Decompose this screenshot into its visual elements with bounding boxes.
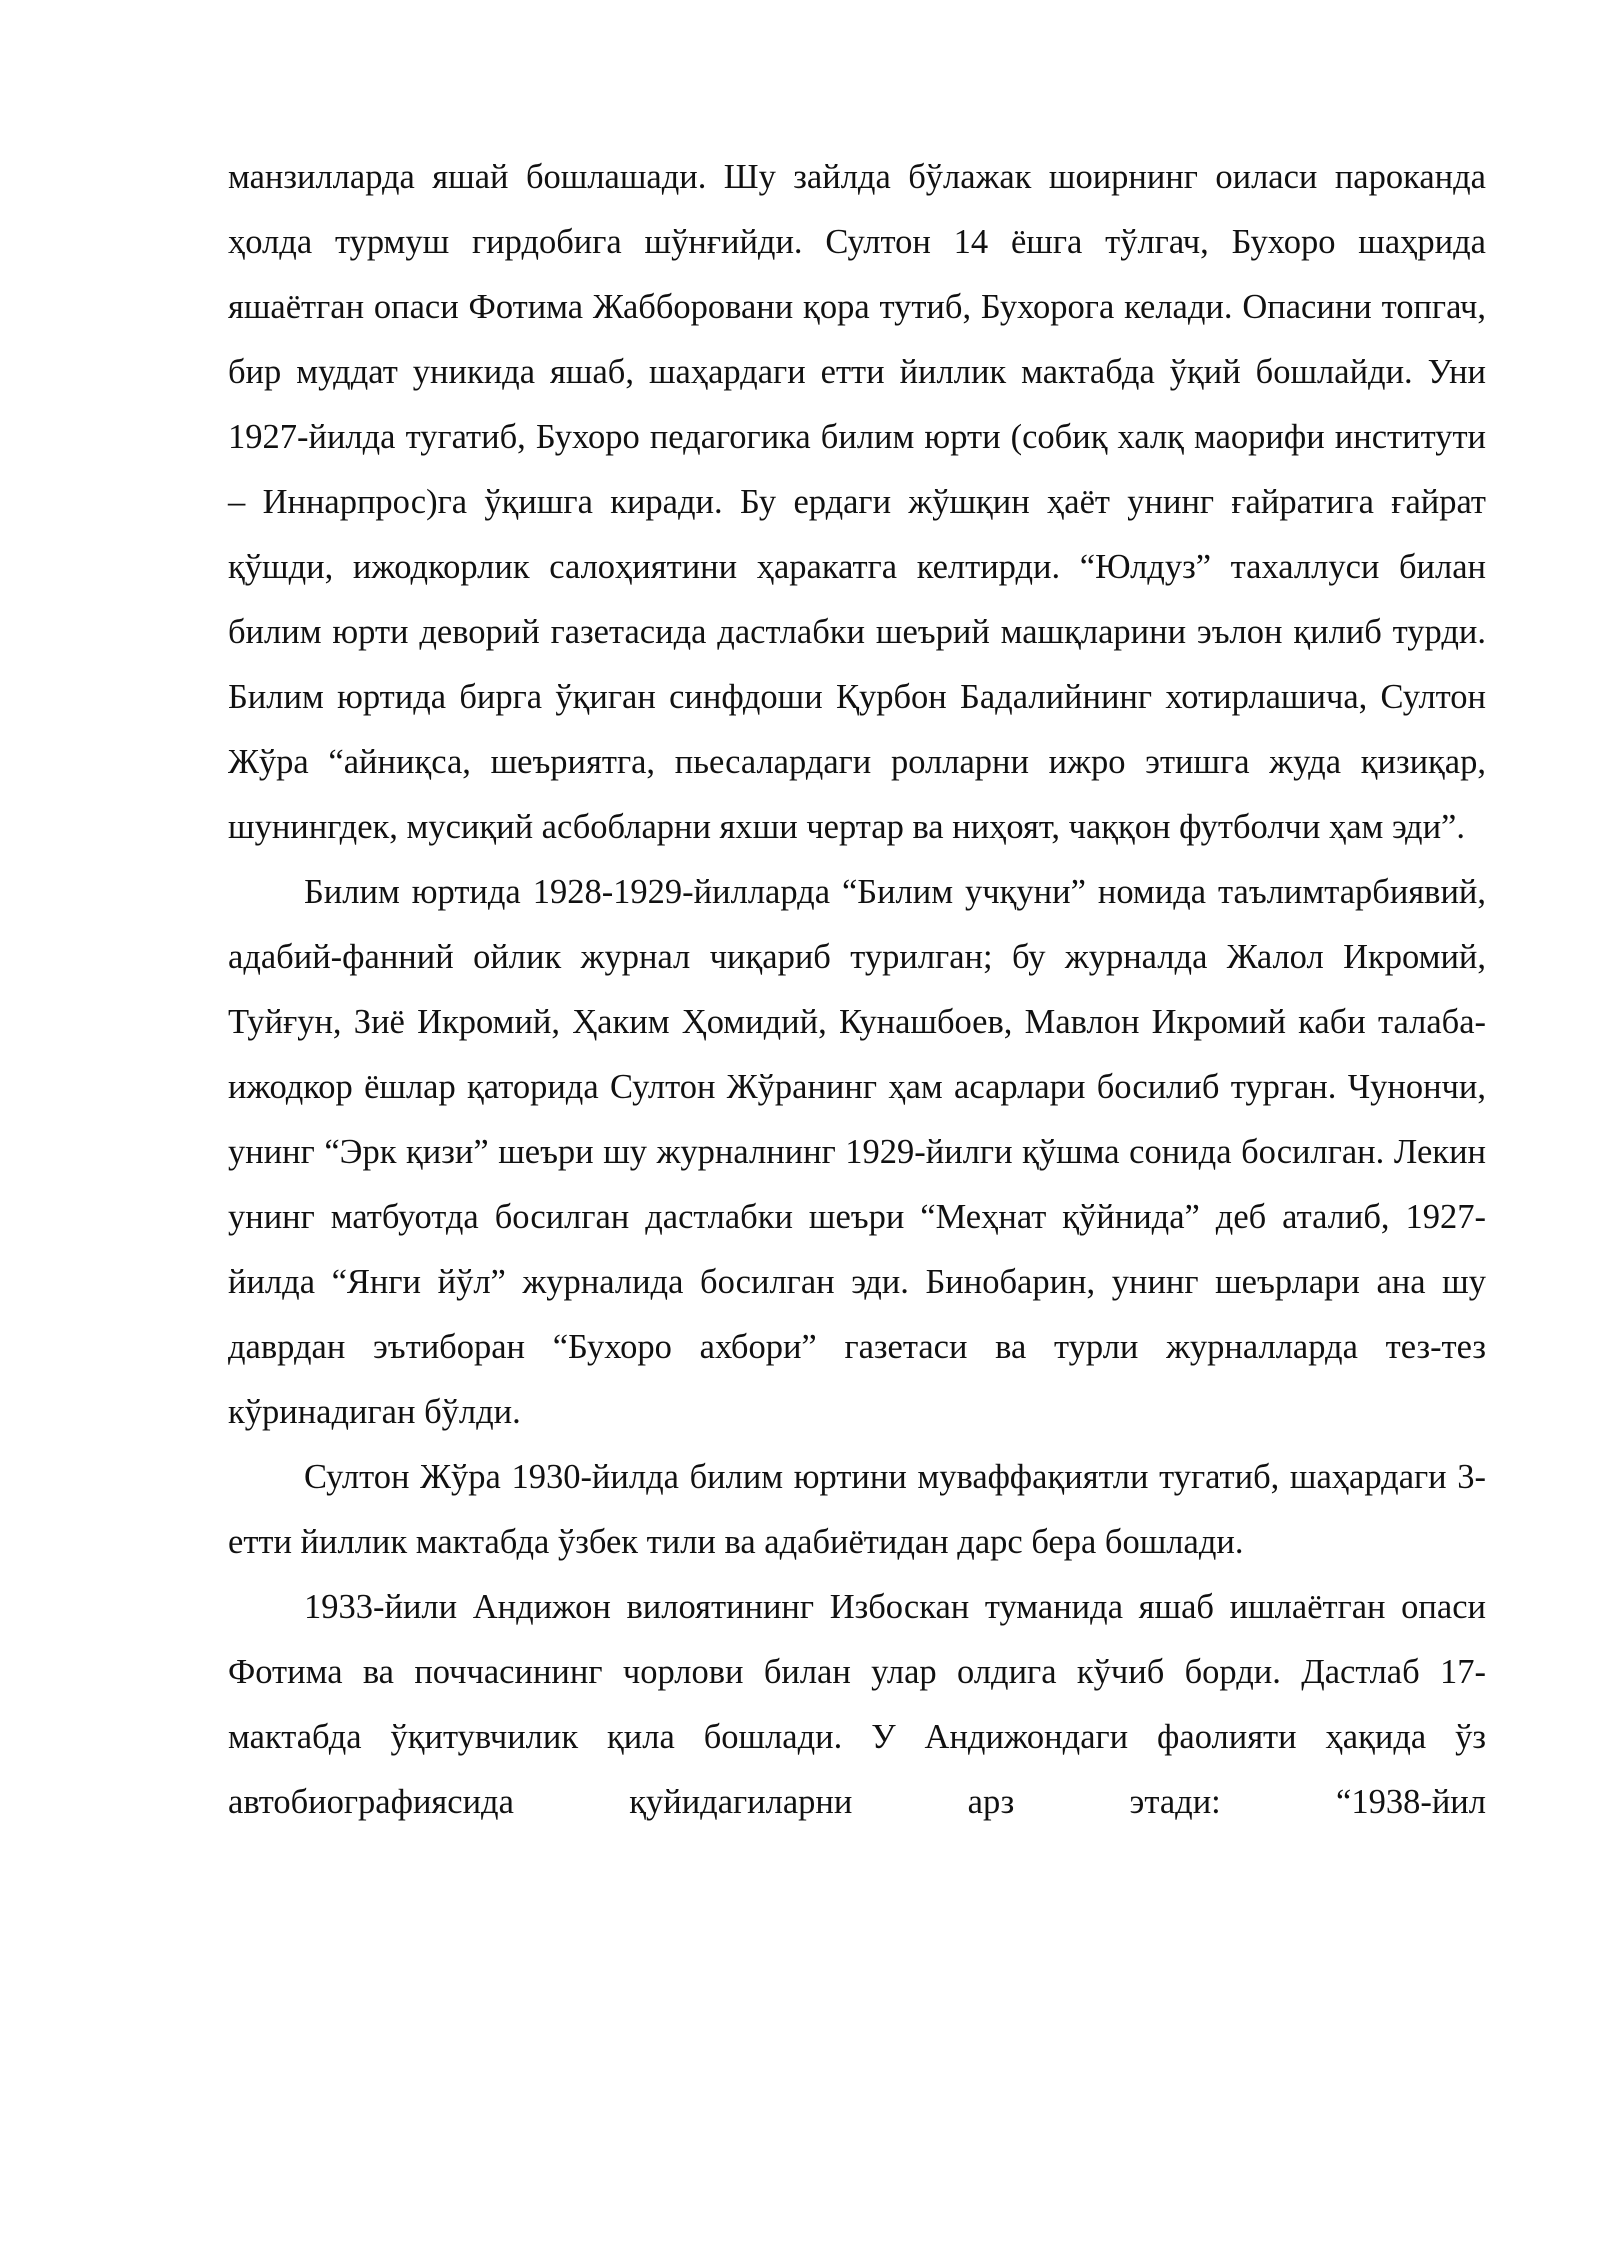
paragraph-3: Султон Жўра 1930-йилда билим юртини муваффақиятли тугатиб, шаҳардаги 3-етти йиллик мактабда ўзбек тили ва адабиётидан дарс бера бошлади. xyxy=(228,1458,1486,1561)
body-text xyxy=(228,145,1486,1835)
paragraph-4: 1933-йили Андижон вилоятининг Избоскан туманида яшаб ишлаётган опаси Фотима ва поччасининг чорлови билан улар олдига кўчиб борди. Дастлаб 17-мактабда ўқитувчилик қила бошлади. У Андижондаги фаолияти ҳақида ўз автобиографиясида қуйидагиларни арз этади: “1938-йил xyxy=(228,1588,1486,1821)
paragraph-2: Билим юртида 1928-1929-йилларда “Билим учқуни” номида таълимтарбиявий, адабий-фанний ойлик журнал чиқариб турилган; бу журналда Жалол Икромий, Туйғун, Зиё Икромий, Ҳаким Ҳомидий, Кунашбоев, Мавлон Икромий каби талаба-ижодкор ёшлар қаторида Султон Жўранинг ҳам асарлари босилиб турган. Чунончи, унинг “Эрк қизи” шеъри шу журналнинг 1929-йилги қўшма сонида босилган. Лекин унинг матбуотда босилган дастлабки шеъри “Меҳнат қўйнида” деб аталиб, 1927- йилда “Янги йўл” журналида босилган эди. Бинобарин, унинг шеърлари ана шу даврдан эътиборан “Бухоро ахбори” газетаси ва турли журналларда тез-тез кўринадиган бўлди. xyxy=(228,873,1486,1431)
paragraph-1: манзилларда яшай бошлашади. Шу зайлда бўлажак шоирнинг оиласи пароканда ҳолда турмуш гирдобига шўнғийди. Султон 14 ёшга тўлгач, Бухоро шаҳрида яшаётган опаси Фотима Жабборовани қора тутиб, Бухорога келади. Опасини топгач, бир муддат уникида яшаб, шаҳардаги етти йиллик мактабда ўқий бошлайди. Уни 1927-йилда тугатиб, Бухоро педагогика билим юрти (собиқ халқ маорифи институти – Иннарпрос)га ўқишга киради. Бу ердаги жўшқин ҳаёт унинг ғайратига ғайрат қўшди, ижодкорлик салоҳиятини ҳаракатга келтирди. “Юлдуз” тахаллуси билан билим юрти деворий газетасида дастлабки шеърий машқларини эълон қилиб турди. Билим юртида бирга ўқиган синфдоши Қурбон Бадалийнинг хотирлашича, Султон Жўра “айниқса, шеъриятга, пьесалардаги ролларни ижро этишга жуда қизиқар, шунингдек, мусиқий асбобларни яхши чертар ва ниҳоят, чаққон футболчи ҳам эди”. xyxy=(228,158,1486,846)
